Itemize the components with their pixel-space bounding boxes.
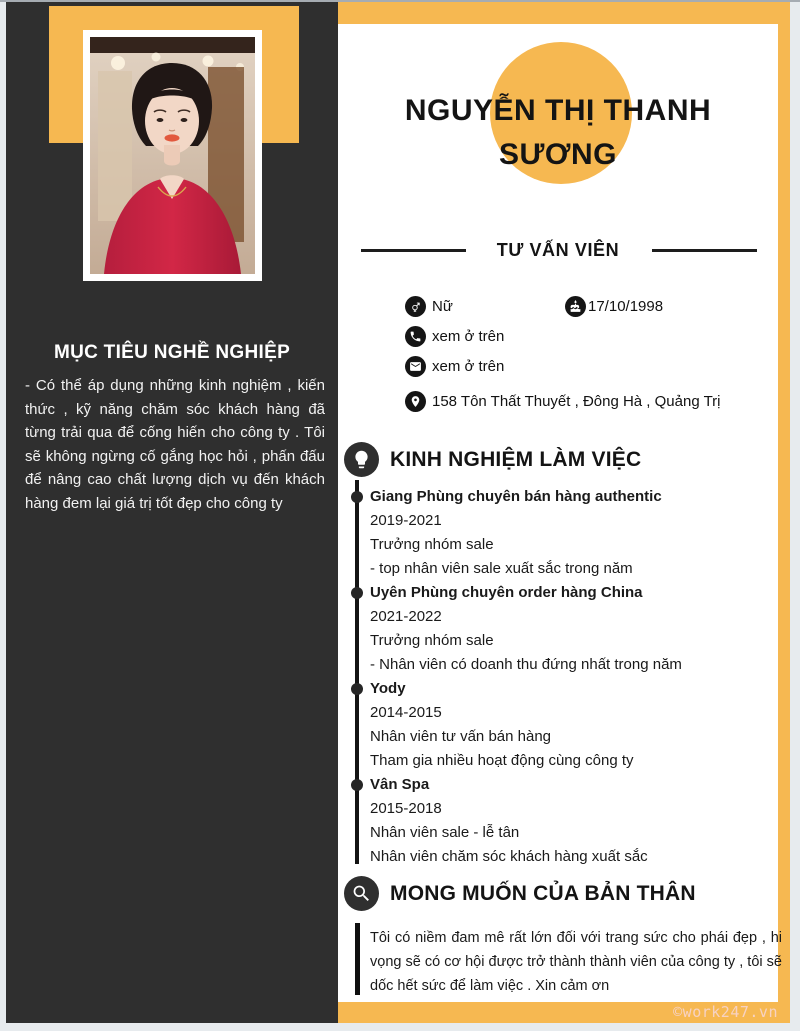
role: Trưởng nhóm sale — [370, 536, 494, 553]
experience-heading: KINH NGHIỆM LÀM VIỆC — [390, 448, 642, 471]
achievement: - Nhân viên có doanh thu đứng nhất trong năm — [370, 656, 682, 673]
phone-icon — [405, 326, 426, 347]
wishes-heading: MONG MUỐN CỦA BẢN THÂN — [390, 882, 696, 905]
timeline-dot — [351, 587, 363, 599]
full-name — [338, 89, 778, 177]
company-name: Uyên Phùng chuyên order hàng China — [370, 584, 643, 601]
period: 2014-2015 — [370, 704, 442, 721]
contact-row-gender-birthday — [338, 296, 778, 318]
role: Trưởng nhóm sale — [370, 632, 494, 649]
company-name: Giang Phùng chuyên bán hàng authentic — [370, 488, 662, 505]
timeline-dot — [351, 491, 363, 503]
experience-entry — [370, 773, 776, 869]
email-value: xem ở trên — [432, 358, 505, 375]
period: 2019-2021 — [370, 512, 442, 529]
timeline-dot — [351, 683, 363, 695]
achievement: Nhân viên chăm sóc khách hàng xuất sắc — [370, 848, 648, 865]
gender-value: Nữ — [432, 298, 453, 315]
role: Nhân viên sale - lễ tân — [370, 824, 520, 841]
content-area — [338, 2, 782, 1023]
frame-right-strip — [778, 2, 790, 1023]
company-name: Yody — [370, 680, 406, 697]
experience-entry — [370, 677, 776, 773]
company-name: Vân Spa — [370, 776, 430, 793]
wishes-text: Tôi có niềm đam mê rất lớn đối với trang sức cho phái đẹp , hi vọng sẽ có cơ hội được trở thành thành viên của công ty , tôi sẽ dốc hết sức để làm việc . Xin cảm ơn — [370, 930, 782, 994]
cv-sheet — [6, 2, 790, 1023]
photo-frame — [83, 30, 262, 281]
contact-row-phone — [338, 326, 778, 348]
experience-entry — [370, 581, 776, 677]
sidebar — [6, 2, 338, 1023]
birthday-value: 17/10/1998 — [588, 298, 664, 315]
contact-row-address — [338, 391, 778, 413]
contact-row-email — [338, 356, 778, 378]
name-line-2: SƯƠNG — [499, 138, 617, 171]
timeline-dot — [351, 779, 363, 791]
achievement: - top nhân viên sale xuất sắc trong năm — [370, 560, 633, 577]
objective-heading: MỤC TIÊU NGHỀ NGHIỆP — [53, 342, 291, 363]
objective-text: - Có thể áp dụng những kinh nghiệm , kiến thức , kỹ năng chăm sóc khách hàng đã từng trải qua để cống hiến cho công ty . Tôi sẽ không ngừng cố gắng học hỏi , phấn đấu để nâng cao chất lượng dịch vụ đến khách hàng đem lại giá trị tốt đẹp cho công ty — [25, 377, 325, 512]
experience-entry — [370, 485, 776, 581]
profile-photo — [90, 37, 255, 274]
period: 2015-2018 — [370, 800, 442, 817]
job-title-block — [338, 236, 778, 264]
job-title: TƯ VẤN VIÊN — [496, 240, 620, 260]
title-rule-right — [652, 249, 757, 252]
watermark: ©work247.vn — [673, 1003, 778, 1021]
wishes-quote-bar — [355, 923, 360, 995]
location-pin-icon — [405, 391, 426, 412]
achievement: Tham gia nhiều hoạt động cùng công ty — [370, 752, 634, 769]
birthday-cake-icon — [565, 296, 586, 317]
period: 2021-2022 — [370, 608, 442, 625]
address-value: 158 Tôn Thất Thuyết , Đông Hà , Quảng Trị — [432, 393, 721, 410]
role: Nhân viên tư vấn bán hàng — [370, 728, 552, 745]
gender-icon — [405, 296, 426, 317]
magnifier-icon — [344, 876, 379, 911]
phone-value: xem ở trên — [432, 328, 505, 345]
timeline-line — [355, 480, 359, 864]
email-icon — [405, 356, 426, 377]
lightbulb-icon — [344, 442, 379, 477]
name-line-1: NGUYỄN THỊ THANH — [404, 94, 712, 127]
